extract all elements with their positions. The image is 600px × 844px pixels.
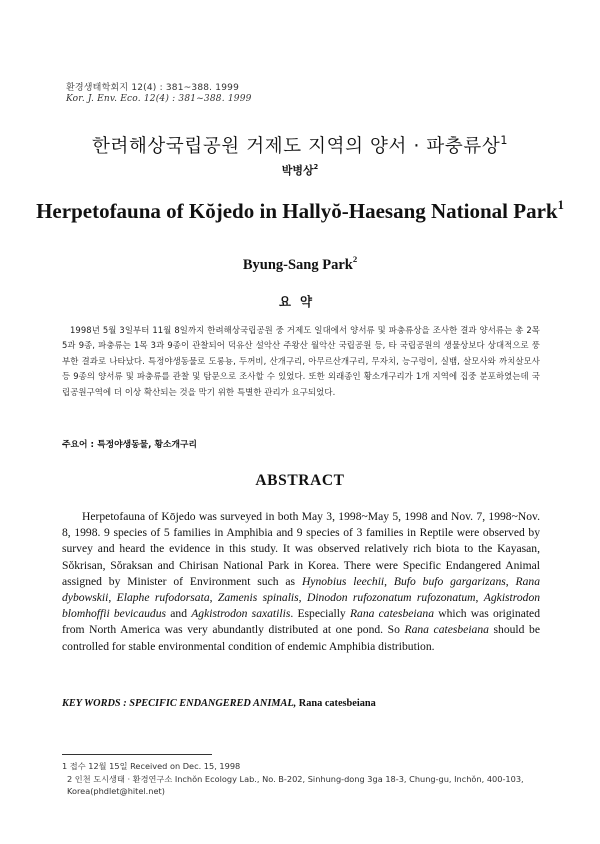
keywords-english-value: Rana catesbeiana [296, 698, 376, 709]
title-korean [0, 132, 600, 158]
title-korean-text: 한려해상국립공원 거제도 지역의 양서 · 파충류상 [92, 136, 501, 157]
abstract-text: , [108, 591, 117, 605]
species-name: Rana catesbeiana [404, 623, 489, 637]
species-name: Hynobius leechii [301, 574, 385, 588]
abstract-text: , [209, 591, 218, 605]
keywords-english-label: KEY WORDS : SPECIFIC ENDANGERED ANIMAL, [62, 698, 297, 709]
author-korean-name: 박병상 [281, 164, 314, 177]
title-korean-footnote-mark: 1 [500, 133, 508, 147]
abstract-korean: 1998년 5월 3일부터 11월 8일까지 한려해상국립공원 중 거제도 일대에서 양서류 및 파충류상을 조사한 결과 양서류는 총 2목 5과 9종, 파충류는 1목 3과 9종이 관찰되어 덕유산 설악산 주왕산 월악산 국립공원 등, 타 국립공원의 생물상보다 상대적으로 풍부한 결과로 나타났다. 특정야생동물로 도롱뇽, 두꺼비, 산개구리, 아무르산개구리, 무자치, 능구렁이, 실뱀, 살모사와 까치살모사 등 9종의 양서류 및 파충류를 관찰 및 탐문으로 조사할 수 있었다. 또한 외래종인 황소개구리가 1개 지역에 집중 분포하였는데 국립공원구역에 더 이상 확산되는 것을 막기 위한 특별한 관리가 요구되었다. [62, 325, 540, 397]
abstract-english [62, 509, 540, 655]
abstract-text: , [384, 574, 394, 588]
author-english [0, 254, 600, 274]
footnote-1: 1 접수 12월 15일 Received on Dec. 15, 1998 [62, 761, 241, 771]
footnote-2: 2 인천 도시생태 · 환경연구소 Inchŏn Ecology Lab., No. B-202, Sinhung-dong 3ga 18-3, Chung-gu, Inchŏn, 400-103, Korea(phdlet@hitel.net) [67, 773, 524, 797]
species-name: Rana dybowskii [62, 574, 541, 605]
abstract-text: , [505, 574, 516, 588]
keywords-korean: 주요어 : 특정야생동물, 황소개구리 [62, 440, 198, 450]
species-name: Zamenis spinalis [217, 591, 299, 605]
journal-citation-english: Kor. J. Env. Eco. 12(4) : 381~388. 1999 [66, 94, 252, 104]
abstract-text: and [166, 607, 192, 621]
author-english-footnote-mark: 2 [352, 254, 358, 265]
author-korean [0, 162, 600, 178]
abstract-text: , [298, 591, 307, 605]
abstract-text: which was originated from North America was very abundantly distributed at one pond. So [62, 607, 540, 637]
author-korean-footnote-mark: 2 [313, 162, 319, 171]
species-name: Agkistrodon blomhoffii bevicaudus [62, 591, 541, 621]
footnote-divider [62, 754, 212, 755]
species-name: Agkistrodon saxatilis [191, 607, 291, 621]
species-name: Elaphe rufodorsata [116, 591, 210, 605]
author-english-name: Byung-Sang Park [242, 257, 353, 273]
journal-citation-korean: 환경생태학회지 12(4) : 381~388. 1999 [66, 83, 239, 93]
abstract-text: , [475, 591, 484, 605]
footnotes [62, 760, 542, 798]
species-name: Dinodon rufozonatum rufozonatum [306, 591, 476, 605]
summary-heading-korean: 요약 [278, 294, 322, 309]
abstract-text: Herpetofauna of Kōjedo was surveyed in both May 3, 1998~May 5, 1998 and Nov. 7, 1998~Nov. 8, 1998. 9 species of 5 families in Amphibia and 9 species of 3 families in Reptile were observed by survey and heard the evidence in this study. It was observed relatively rich biota to the Kayasan, Sŏkrisan, Sŏraksan and Chirisan National Park in Korea. There were Specific Endangered Animal assigned by Minister of Environment such as [62, 510, 540, 588]
abstract-heading: ABSTRACT [255, 472, 345, 489]
species-name: Bufo bufo gargarizans [393, 574, 506, 588]
abstract-text: should be controlled for stable environmental condition of endemic Amphibia distribution. [62, 623, 540, 653]
title-english-text: Herpetofauna of Kŏjedo in Hallyŏ-Haesang National Park [36, 199, 558, 223]
title-english [0, 198, 600, 225]
title-english-footnote-mark: 1 [557, 197, 564, 212]
keywords-english [62, 698, 376, 709]
abstract-text: . Especially [290, 607, 350, 621]
species-name: Rana catesbeiana [349, 607, 434, 621]
